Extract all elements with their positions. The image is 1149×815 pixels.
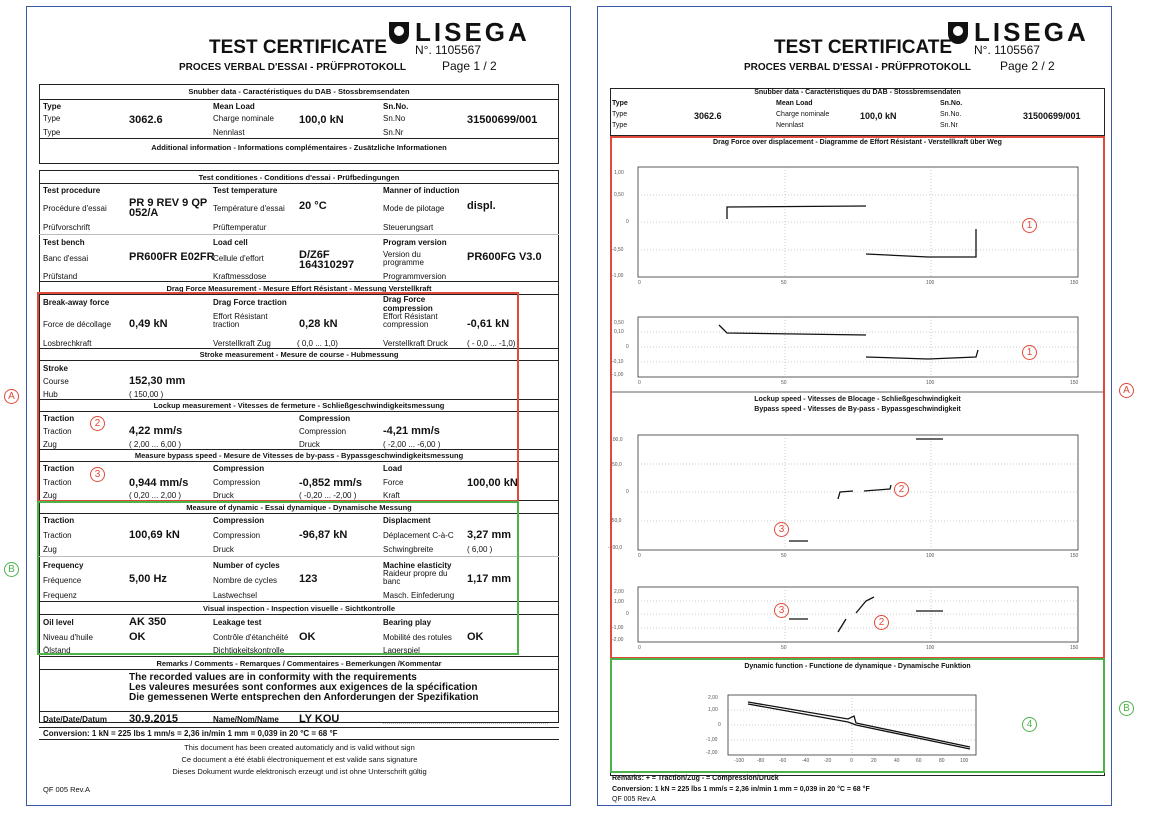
certificate-page-2 [597,6,1112,806]
tick-label: 0 [638,645,641,651]
section-header: Drag Force Measurement - Mesure Effort Résistant - Messung Verstellkraft [166,284,432,293]
field-value: 5,00 Hz [129,573,167,585]
field-label: Verstellkraft Druck [383,339,448,348]
field-range: ( 150,00 ) [129,390,164,399]
tick-label: 100 [926,645,935,651]
field-value: 100,00 kN [467,477,518,489]
tick-label: 0 [626,489,629,495]
field-label: Nennlast [776,122,804,129]
field-label: Procédure d'essai [43,204,107,213]
field-label: Nennlast [213,128,245,137]
field-range: ( 6,00 ) [467,545,493,554]
page-subtitle: PROCES VERBAL D'ESSAI - PRÜFPROTOKOLL [744,62,972,73]
marker-2: 2 [90,416,105,431]
tick-label: 100 [926,553,935,559]
diagram-title: Bypass speed - Vitesses de By-pass - Bypassgeschwindigkeit [754,406,961,413]
field-label: Mobilité des rotules [383,633,452,642]
field-label: Compression [299,427,347,436]
certificate-number: N°. 1105567 [974,43,1040,57]
field-label: Dichtigkeitskontrolle [213,646,285,655]
field-label: Effort Résistant compression [383,312,438,329]
page-number: Page 1 / 2 [442,59,497,73]
tick-label: 40 [894,758,900,764]
field-label: Program version [383,238,447,247]
tick-label: 150 [1070,553,1079,559]
divider [39,656,559,657]
field-label: Test procedure [43,186,101,195]
field-label: Oil level [43,618,74,627]
tick-label: 2,00 [708,695,718,701]
page-title: TEST CERTIFICATE [209,37,388,58]
field-value: PR 9 REV 9 QP 052/A [129,197,208,219]
tick-label: 0,50 [614,320,624,326]
field-value: 31500699/001 [1023,111,1081,121]
field-label: Traction [43,464,75,473]
field-label: Raideur propre du banc [383,569,448,586]
divider [39,234,559,235]
tick-label: -1,00 [612,372,624,378]
field-label: Losbrechkraft [43,339,92,348]
field-label: Bearing play [383,618,432,627]
tick-label: 150 [1070,645,1079,651]
field-value: -0,852 mm/s [299,477,362,489]
tick-label: 0 [638,553,641,559]
field-label: Compression [213,464,265,473]
remark-line: Die gemessenen Werte entsprechen den Anforderungen der Spezifikation [129,692,479,703]
field-value: 100,0 kN [299,114,344,126]
field-value: displ. [467,200,496,212]
field-label: Druck [213,491,234,500]
highlight-box-b [37,501,519,655]
field-label: Lastwechsel [213,591,258,600]
section-header: Additional information - Informations complémentaires - Zusätzliche Informationen [151,143,447,152]
tick-label: -2,00 [706,750,718,756]
field-label: Kraftmessdose [213,272,267,281]
tick-label: -40 [802,758,810,764]
field-value: 31500699/001 [467,114,538,126]
field-label: Test temperature [213,186,278,195]
divider [39,281,559,282]
tick-label: 50 [781,280,787,286]
field-range: ( -2,00 ... -6,00 ) [383,440,441,449]
field-label: Programmversion [383,272,447,281]
section-header: Remarks / Comments - Remarques / Commentaires - Bemerkungen /Kommentar [156,659,442,668]
field-label: Prüfstand [43,272,78,281]
field-label: Stroke [43,364,68,373]
field-label: Kraft [383,491,400,500]
field-label: Druck [299,440,320,449]
remark-line: Les valeures mesurées sont conformes aux exigences de la spécification [129,682,478,693]
field-value: OK [299,631,316,643]
field-label: Mean Load [213,102,255,111]
field-label: Mean Load [776,100,813,107]
page-subtitle: PROCES VERBAL D'ESSAI - PRÜFPROTOKOLL [179,62,407,73]
field-label: Charge nominale [213,114,274,123]
field-label: Traction [43,516,75,525]
tick-label: 50,0 [612,462,622,468]
tick-label: 0 [638,280,641,286]
field-label: Hub [43,390,58,399]
field-label: Banc d'essai [43,254,89,263]
field-range: ( 2,00 ... 6,00 ) [129,440,182,449]
highlight-box-a [610,136,1105,659]
tick-label: 100 [926,380,935,386]
field-label: Fréquence [43,576,82,585]
date-value: 30.9.2015 [129,713,178,725]
field-label: Load cell [213,238,248,247]
divider [39,669,559,670]
field-label: Force [383,478,404,487]
tick-label: -0,10 [612,359,624,365]
divider [39,183,559,184]
field-value: 100,0 kN [860,111,897,121]
field-value: D/Z6F 164310297 [299,249,355,271]
field-value: OK [467,631,484,643]
marker-3: 3 [774,522,789,537]
field-label: Compression [213,531,261,540]
field-value: 20 °C [299,200,327,212]
highlight-box-a [37,292,519,502]
field-label: Traction [43,478,72,487]
field-value: 100,69 kN [129,529,180,541]
field-value: 3062.6 [694,111,722,121]
field-label: Sn.Nr [383,128,404,137]
field-label: Type [43,102,62,111]
field-value: 152,30 mm [129,375,186,387]
tick-label: 100,0 [610,437,623,443]
field-label: Test bench [43,238,85,247]
tick-label: 50 [781,380,787,386]
tick-label: 1,00 [614,170,624,176]
marker-a-right: A [1119,383,1134,398]
section-header: Visual inspection - Inspection visuelle - Sichtkontrolle [203,604,395,613]
tick-label: 150 [1070,380,1079,386]
field-label: Niveau d'huile [43,633,94,642]
field-label: Charge nominale [776,111,830,118]
divider [39,739,559,740]
lisega-logo: LISEGA [389,17,530,48]
field-label: Machine elasticity [383,561,452,570]
signature-line [383,723,548,724]
field-label: Course [43,377,69,386]
divider [39,138,559,139]
conversion-note: Conversion: 1 kN = 225 lbs 1 mm/s = 2,36 in/min 1 mm = 0,039 in 20 °C = 68 °F [612,786,870,793]
marker-3: 3 [774,603,789,618]
field-value: 0,49 kN [129,318,168,330]
field-label: Sn.No. [940,111,962,118]
field-label: Zug [43,491,57,500]
marker-1: 1 [1022,218,1037,233]
section-header: Measure of dynamic - Essai dynamique - Dynamische Messung [186,503,412,512]
section-header: Test conditiones - Conditions d'essai - Prüfbedingungen [198,173,400,182]
field-value: 0,28 kN [299,318,338,330]
field-label: Verstellkraft Zug [213,339,271,348]
field-value: -96,87 kN [299,529,348,541]
field-label: Sn.No. [940,100,963,107]
field-value: PR600FR E02FR [129,251,215,263]
field-range: ( 0,20 ... 2,00 ) [129,491,182,500]
field-label: Zug [43,545,57,554]
field-value: 123 [299,573,318,585]
tick-label: -100,0 [608,545,623,551]
field-label: Leakage test [213,618,262,627]
field-label: Masch. Einfederung [383,591,455,600]
field-label: Sn.No [383,114,406,123]
field-label: Frequency [43,561,84,570]
field-label: Type [612,122,628,129]
field-label: Steuerungsart [383,223,434,232]
tick-label: 20 [871,758,877,764]
marker-2: 2 [874,615,889,630]
tick-label: 0 [626,611,629,617]
name-label: Name/Nom/Name [213,715,279,724]
field-value: -4,21 mm/s [383,425,440,437]
field-label: Break-away force [43,298,110,307]
notice-line: This document has been created automaticly and is valid without sign [184,743,415,752]
field-label: Drag Force traction [213,298,287,307]
field-value: 4,22 mm/s [129,425,183,437]
field-label: Type [612,100,628,107]
marker-2: 2 [894,482,909,497]
section-header: Lockup measurement - Vitesses de fermeture - Schließgeschwindigkeitsmessung [153,401,445,410]
tick-label: 1,00 [708,707,718,713]
divider [39,711,559,712]
notice-line: Ce document a été établi électroniquement et est valide sans signature [181,755,418,764]
field-label: Ölstand [43,646,71,655]
marker-1: 1 [1022,345,1037,360]
marker-3: 3 [90,467,105,482]
field-value: 3062.6 [129,114,163,126]
field-label: Type [43,128,61,137]
tick-label: -100 [734,758,745,764]
certificate-page-1 [26,6,571,806]
tick-label: 50 [781,645,787,651]
field-label: Température d'essai [213,204,285,213]
form-number: QF 005 Rev.A [43,785,90,794]
field-label: Traction [43,531,72,540]
field-range: ( - 0,0 ... -1,0) [467,339,516,348]
field-label: Type [612,111,628,118]
highlight-box-b [610,658,1105,773]
tick-label: 2,00 [614,589,624,595]
tick-label: -20 [824,758,832,764]
field-label: Type [43,114,61,123]
tick-label: -1,00 [706,737,718,743]
field-label: Déplacement C-à-C [383,531,454,540]
marker-b-right: B [1119,701,1134,716]
tick-label: 0 [850,758,853,764]
field-label: Version du programme [383,250,424,267]
field-label: Frequenz [43,591,77,600]
tick-label: 0,10 [614,329,624,335]
field-value: 1,17 mm [467,573,512,585]
field-label: Sn.Nr [940,122,958,129]
field-value: OK [129,631,146,643]
field-range: ( 0,0 ... 1,0) [297,339,338,348]
tick-label: 80 [939,758,945,764]
section-header: Snubber data - Caractéristiques du DAB - Stossbremsendaten [188,87,410,96]
field-value: -0,61 kN [467,318,510,330]
field-label: Cellule d'effort [213,254,264,263]
conversion-note: Conversion: 1 kN = 225 lbs 1 mm/s = 2,36 in/min 1 mm = 0,039 in 20 °C = 68 °F [43,729,338,738]
field-label: Prüftemperatur [213,223,267,232]
field-label: Compression [213,478,261,487]
section-header: Snubber data - Caractéristiques du DAB - Stossbremsendaten [754,89,961,96]
lisega-logo: LISEGA [948,17,1089,48]
tick-label: 0 [626,219,629,225]
lisega-shield-icon [389,22,409,44]
field-label: Zug [43,440,57,449]
field-label: Lagerspiel [383,646,420,655]
field-label: Load [383,464,403,473]
tick-label: 100 [960,758,969,764]
field-value: 0,944 mm/s [129,477,189,489]
tick-label: 0 [718,722,721,728]
field-range: ( -0,20 ... -2,00 ) [299,491,357,500]
page-title: TEST CERTIFICATE [774,37,953,58]
field-label: Schwingbreite [383,545,434,554]
tick-label: -80 [757,758,765,764]
marker-b-left: B [4,562,19,577]
tick-label: 100 [926,280,935,286]
tick-label: 50 [781,553,787,559]
tick-label: 150 [1070,280,1079,286]
tick-label: 0 [626,344,629,350]
field-label: Drag Force compression [383,295,433,313]
field-label: Traction [43,414,75,423]
field-label: Mode de pilotage [383,204,445,213]
tick-label: 0,50 [614,192,624,198]
tick-label: -0,50 [612,247,624,253]
field-value: PR600FG V3.0 [467,251,542,263]
field-label: Druck [213,545,234,554]
tick-label: -2,00 [612,637,624,643]
field-label: Displacment [383,516,431,525]
notice-line: Dieses Dokument wurde elektronisch erzeugt und ist ohne Unterschrift gültig [172,767,427,776]
tick-label: -50,0 [610,518,622,524]
diagram-title: Lockup speed - Vitesses de Blocage - Schließgeschwindigkeit [754,396,961,403]
tick-label: -60 [779,758,787,764]
field-label: Traction [43,427,72,436]
field-label: Sn.No. [383,102,409,111]
section-header: Measure bypass speed - Mesure de Vitesses de by-pass - Bypassgeschwindigkeitsmessung [134,451,464,460]
tick-label: -1,00 [612,273,624,279]
divider [39,727,559,728]
marker-4: 4 [1022,717,1037,732]
divider [39,99,559,100]
certificate-number: N°. 1105567 [415,43,481,57]
field-label: Effort Résistant traction [213,312,268,329]
field-label: Nombre de cycles [213,576,278,585]
field-label: Contrôle d'étanchéité [213,633,289,642]
name-value: LY KOU [299,713,340,725]
field-label: Compression [213,516,265,525]
marker-a-left: A [4,389,19,404]
tick-label: -1,00 [612,625,624,631]
field-label: Number of cycles [213,561,280,570]
section-header: Stroke measurement - Mesure de course - Hubmessung [199,350,399,359]
field-label: Prüfvorschrift [43,223,91,232]
field-value: AK 350 [129,616,167,628]
page-number: Page 2 / 2 [1000,59,1055,73]
field-value: 3,27 mm [467,529,512,541]
remarks-note: Remarks: + = Traction/Zug - = Compression/Druck [612,775,779,782]
form-number: QF 005 Rev.A [612,796,656,803]
diagram-title: Dynamic function - Functione de dynamique - Dynamische Funktion [744,663,971,670]
field-label: Force de décollage [43,320,112,329]
diagram-title: Drag Force over displacement - Diagramme de Effort Résistant - Verstellkraft über Weg [713,139,1002,146]
tick-label: 60 [916,758,922,764]
field-label: Manner of induction [383,186,460,195]
field-label: Compression [299,414,351,423]
tick-label: 1,00 [614,599,624,605]
tick-label: 0 [638,380,641,386]
date-label: Date/Date/Datum [43,715,108,724]
remark-line: The recorded values are in conformity with the requirements [129,672,417,683]
